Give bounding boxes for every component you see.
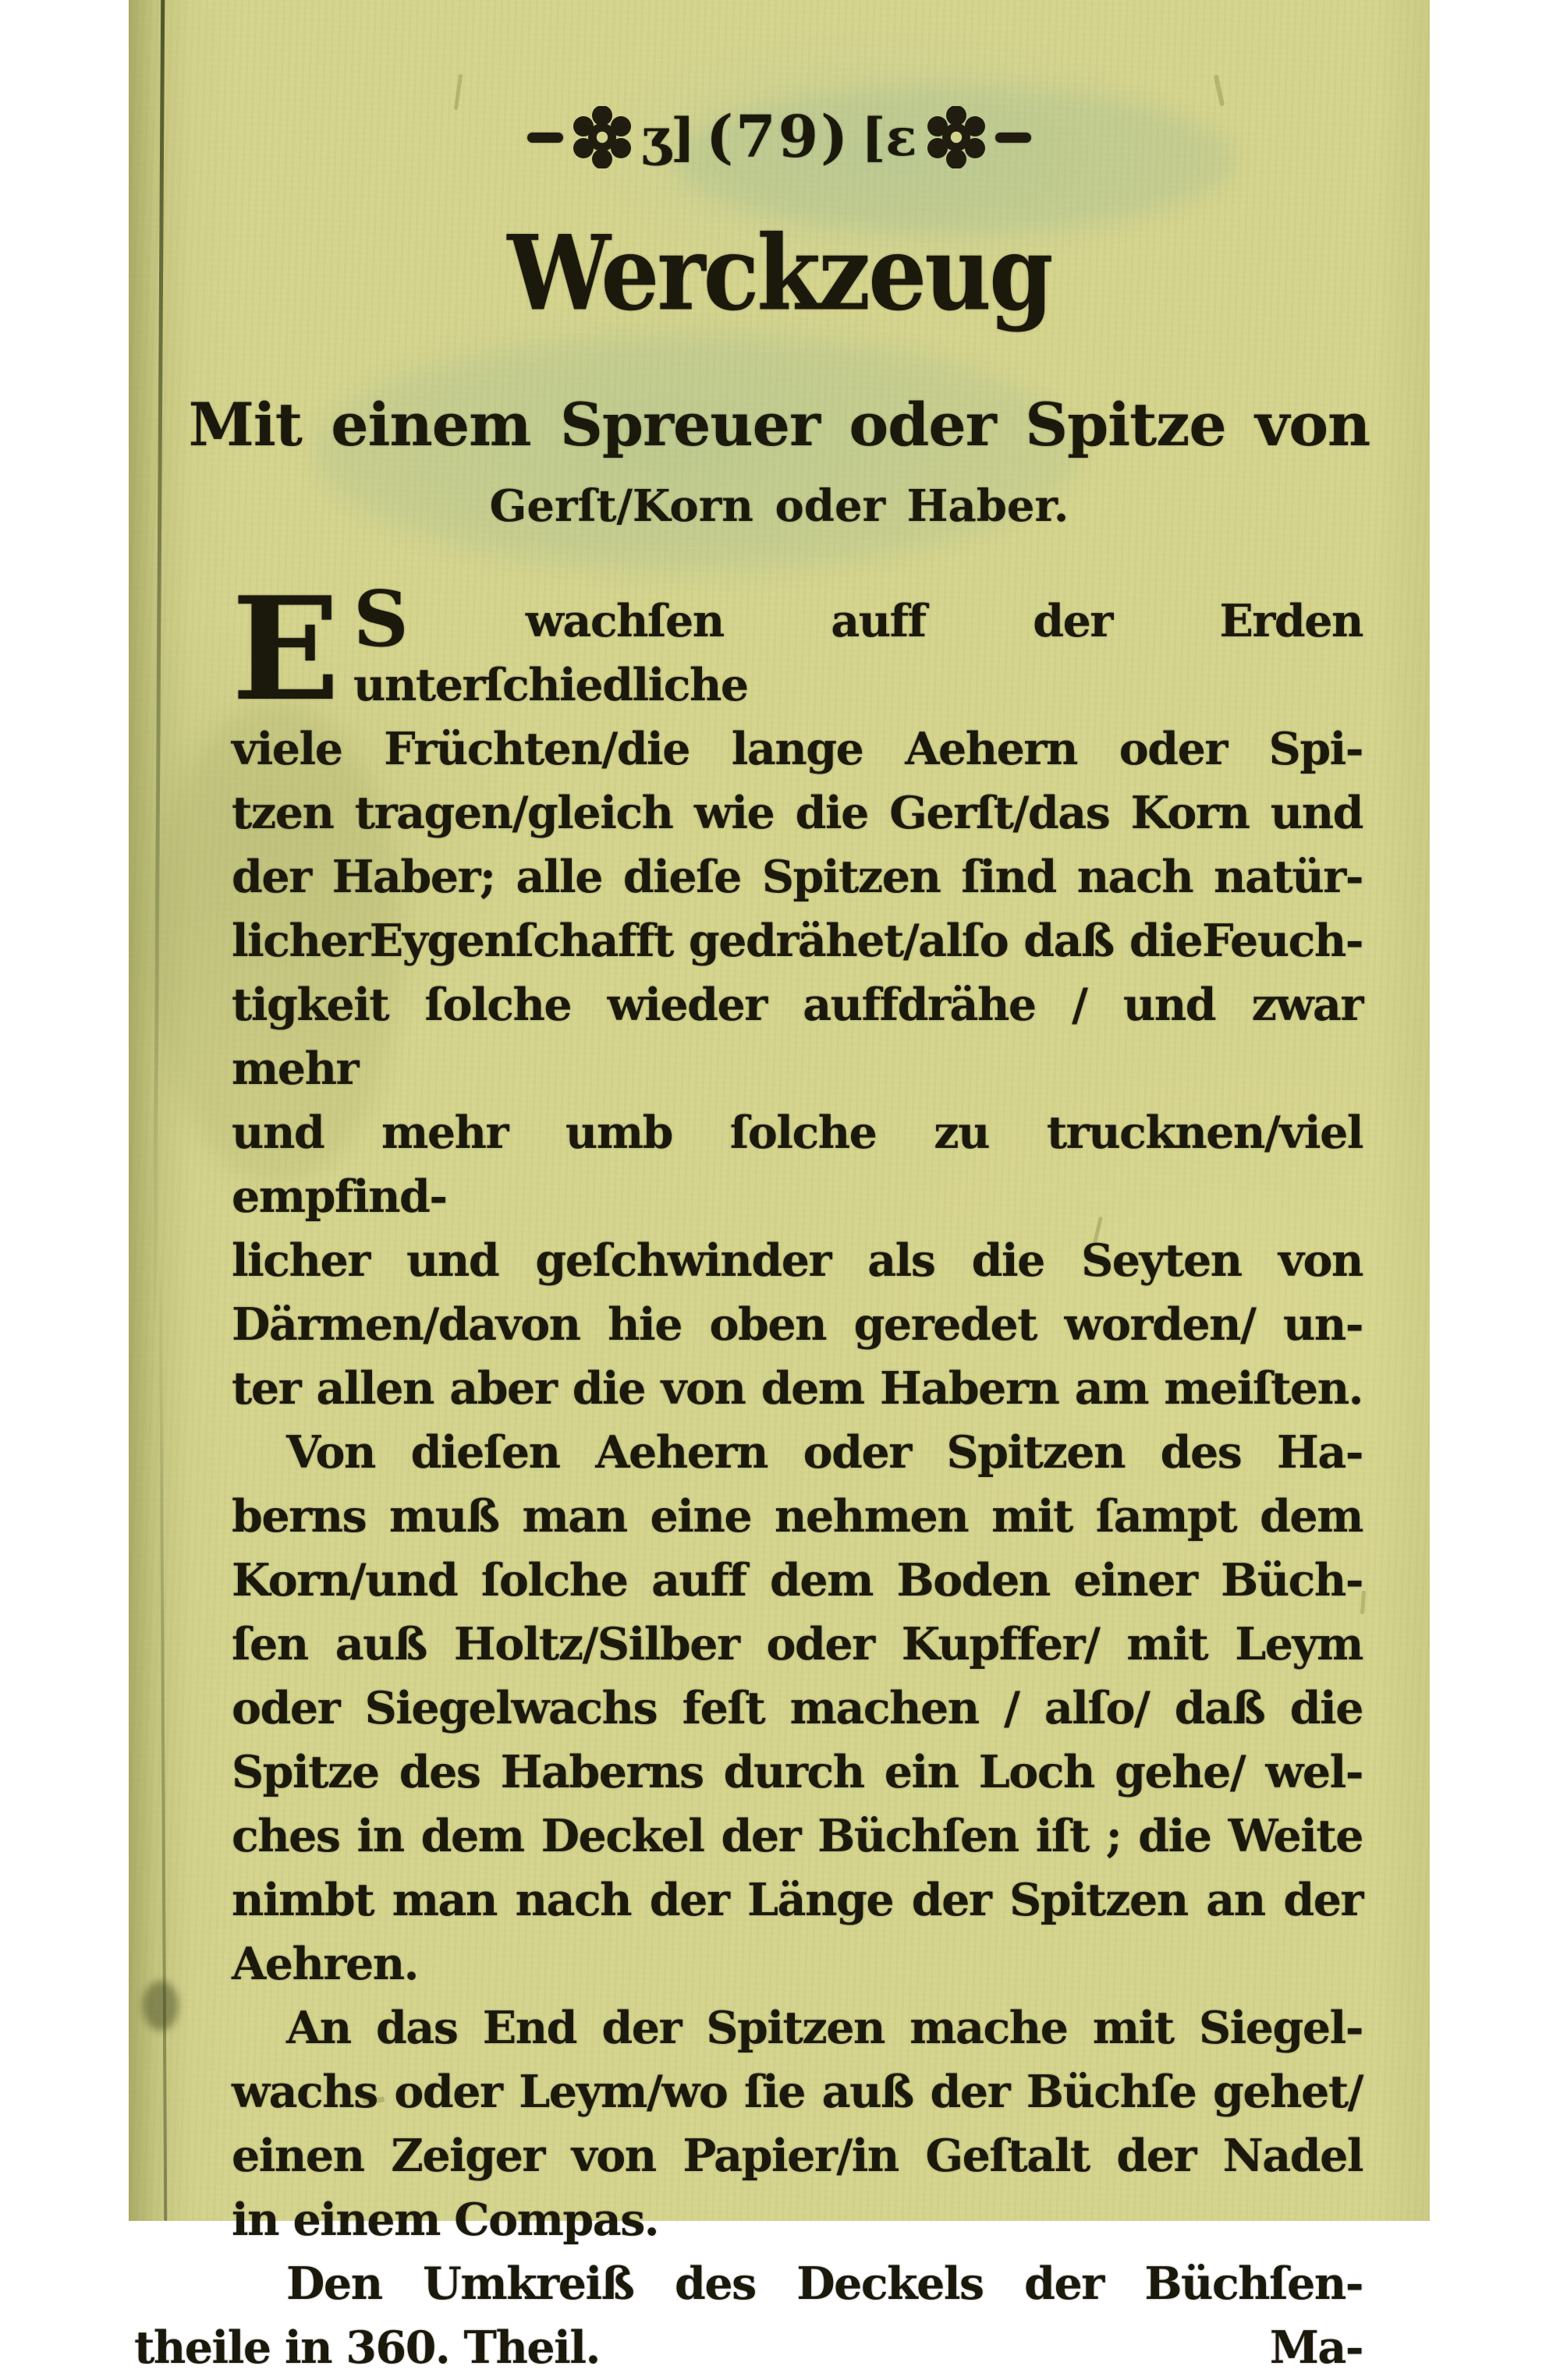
text-line: licher und geſchwinder als die Seyten von [232, 1234, 1363, 1287]
text-line-content: wachſen auff der Erden unterſchiedliche [353, 595, 1363, 711]
paragraph [232, 1421, 1363, 1996]
paragraph [232, 1996, 1363, 2252]
rosette-icon [571, 106, 633, 168]
ink-blotch [143, 1981, 179, 2031]
rosette-icon [925, 106, 987, 168]
text-line: Von dieſen Aehern oder Spitzen des Ha- [286, 1426, 1363, 1479]
text-line: Spitze des Haberns durch ein Loch gehe/ wel- [232, 1746, 1363, 1798]
body-text-column [134, 565, 1363, 2380]
paragraph [232, 565, 1363, 1421]
ornament-flourish-left: ʒ] [641, 107, 696, 168]
text-line [232, 565, 1363, 732]
large-initial-s: S [353, 575, 408, 664]
text-line: oder Siegelwachs feſt machen / alſo/ daß die [232, 1682, 1363, 1734]
ornament-flourish-right: [ɛ [861, 107, 917, 168]
text-line: licherEygenſchafft gedrähet/alſo daß dieFeuch- [232, 915, 1363, 967]
text-line: Därmen/davon hie oben geredet worden/ un- [232, 1298, 1363, 1351]
text-line: ter allen aber die von dem Habern am meiſten. [232, 1362, 1363, 1415]
header-ornament [129, 104, 1430, 171]
text-line: Aehren. [232, 1938, 419, 1990]
text-line: und mehr umb ſolche zu trucknen/viel empfind- [232, 1107, 1363, 1223]
text-line: Den Umkreiß des Deckels der Büchſen- [286, 2258, 1363, 2310]
text-line: ches in dem Deckel der Büchſen iſt ; die Weite [232, 1810, 1363, 1862]
text-line-content: theile in 360. Theil. [134, 2322, 600, 2374]
paper-fiber [1214, 75, 1225, 106]
binding-gutter-line [153, 0, 165, 1337]
ornament-dash-icon [527, 133, 563, 143]
text-line: tigkeit ſolche wieder auffdrähe / und zwar mehr [232, 979, 1363, 1095]
text-line: der Haber; alle dieſe Spitzen ſind nach natür- [232, 851, 1363, 903]
text-line [134, 2316, 1363, 2380]
page-paper [129, 0, 1430, 2374]
paper-fiber [454, 74, 463, 110]
text-line: wachs oder Leym/wo ſie auß der Büchſe gehet/ [232, 2066, 1363, 2118]
page-number: (79) [706, 104, 851, 171]
text-line: Korn/und ſolche auff dem Boden einer Büch- [232, 1554, 1363, 1606]
text-line: tzen tragen/gleich wie die Gerſt/das Korn und [232, 787, 1363, 839]
paragraph [134, 2252, 1363, 2380]
drop-cap-initial: E [232, 565, 339, 732]
text-line: in einem Compas. [232, 2194, 659, 2246]
text-line: einen Zeiger von Papier/in Geſtalt der Nadel [232, 2130, 1363, 2182]
binding-gutter-line [159, 1248, 168, 2221]
text-line: berns muß man eine nehmen mit ſampt dem [232, 1490, 1363, 1542]
chapter-title: Werckzeug [507, 212, 1051, 334]
text-line: An das End der Spitzen mache mit Siegel- [286, 2002, 1363, 2054]
text-line: nimbt man nach der Länge der Spitzen an der [232, 1874, 1363, 1926]
catchword: Ma- [1269, 2322, 1363, 2374]
chapter-subtitle-line2: Gerſt/Korn oder Haber. [489, 480, 1069, 532]
text-line: viele Früchten/die lange Aehern oder Spi- [232, 723, 1363, 775]
text-line: ſen auß Holtz/Silber oder Kupffer/ mit Leym [232, 1618, 1363, 1670]
chapter-subtitle-line1: Mit einem Spreuer oder Spitze von [188, 390, 1370, 459]
ornament-dash-icon [995, 133, 1031, 143]
